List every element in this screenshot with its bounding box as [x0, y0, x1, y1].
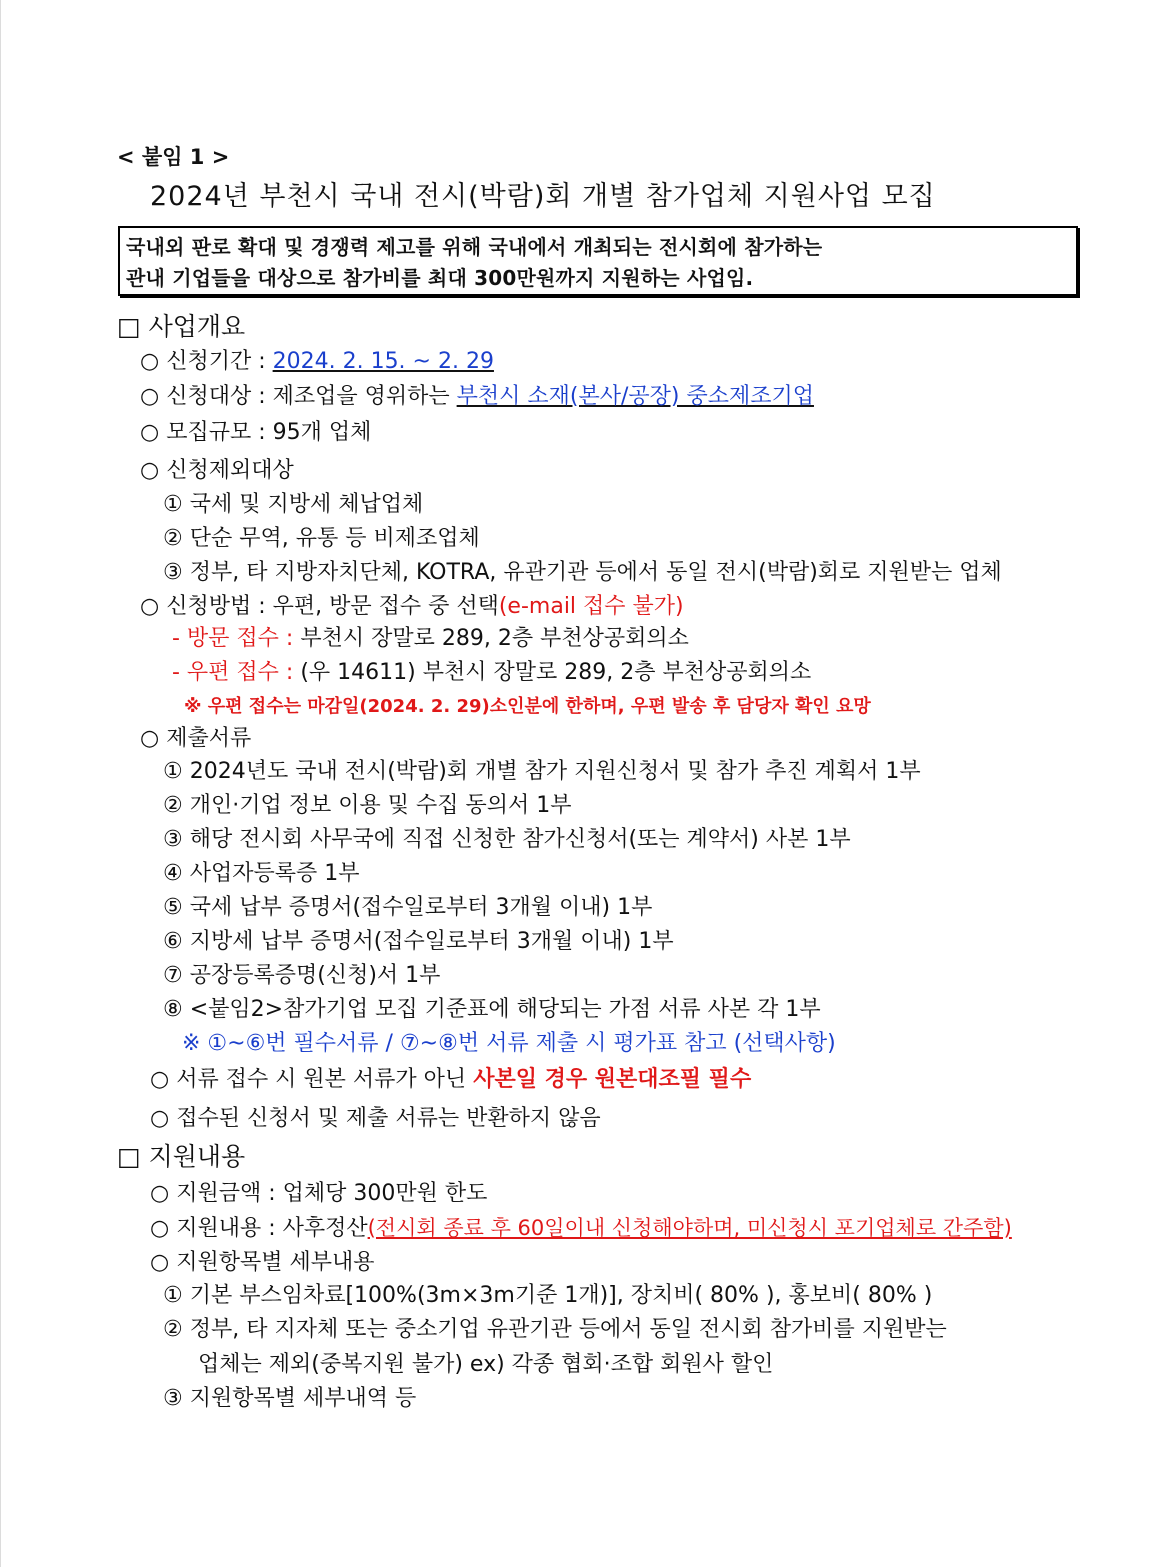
support-content-label: ○ 지원내용 : 사후정산	[150, 1216, 368, 1241]
application-target-value: 부천시 소재(본사/공장) 중소제조기업	[456, 384, 814, 409]
support-item: ③ 지원항목별 세부내역 등	[163, 1386, 417, 1411]
application-period	[140, 347, 494, 377]
section-heading-support: □ 지원내용	[117, 1142, 246, 1171]
application-target	[140, 382, 814, 412]
document-item: ③ 해당 전시회 사무국에 직접 신청한 참가신청서(또는 계약서) 사본 1부	[163, 827, 851, 852]
document-item: ⑧ <붙임2>참가기업 모집 기준표에 해당되는 가점 서류 사본 각 1부	[163, 997, 821, 1022]
support-amount: ○ 지원금액 : 업체당 300만원 한도	[150, 1181, 488, 1206]
visit-submission	[172, 624, 689, 654]
exclusion-item: ② 단순 무역, 유통 등 비제조업체	[163, 526, 480, 551]
support-content	[150, 1213, 1012, 1244]
application-method-label: ○ 신청방법 : 우편, 방문 접수 중 선택	[140, 594, 499, 619]
application-method-note: (e-mail 접수 불가)	[498, 594, 684, 619]
document-item: ④ 사업자등록증 1부	[163, 861, 360, 886]
document-item: ⑤ 국세 납부 증명서(접수일로부터 3개월 이내) 1부	[163, 895, 653, 920]
no-return-notice: ○ 접수된 신청서 및 제출 서류는 반환하지 않음	[150, 1106, 601, 1131]
support-item: ① 기본 부스임차료[100%(3m×3m기준 1개)], 장치비( 80% ), 홍보비( 80% )	[163, 1283, 933, 1308]
exclusion-item: ③ 정부, 타 지방자치단체, KOTRA, 유관기관 등에서 동일 전시(박람)회로 지원받는 업체	[163, 560, 1002, 585]
documents-heading: ○ 제출서류	[140, 726, 252, 751]
recruit-scale: ○ 모집규모 : 95개 업체	[140, 420, 372, 445]
application-target-label: ○ 신청대상 : 제조업을 영위하는	[140, 384, 457, 409]
visit-submission-address: 부천시 장말로 289, 2층 부천상공회의소	[300, 626, 689, 651]
page-edge	[0, 0, 1, 1567]
mail-submission-label: - 우편 접수 :	[172, 660, 301, 685]
summary-line-2: 관내 기업들을 대상으로 참가비를 최대 300만원까지 지원하는 사업임.	[126, 266, 754, 290]
copy-verification-value: 사본일 경우 원본대조필 필수	[473, 1067, 752, 1092]
summary-line-1: 국내외 판로 확대 및 경쟁력 제고를 위해 국내에서 개최되는 전시회에 참가하는	[126, 235, 823, 259]
document-item: ① 2024년도 국내 전시(박람)회 개별 참가 지원신청서 및 참가 추진 계획서 1부	[163, 759, 921, 784]
page-title: 2024년 부천시 국내 전시(박람)회 개별 참가업체 지원사업 모집	[150, 181, 936, 212]
documents-note: ※ ①~⑥번 필수서류 / ⑦~⑧번 서류 제출 시 평가표 참고 (선택사항)	[182, 1031, 836, 1056]
support-item: ② 정부, 타 지자체 또는 중소기업 유관기관 등에서 동일 전시회 참가비를 지원받는	[163, 1317, 947, 1342]
exclusion-heading: ○ 신청제외대상	[140, 458, 294, 483]
mail-submission	[172, 658, 811, 688]
application-period-value: 2024. 2. 15. ~ 2. 29	[272, 349, 494, 374]
copy-verification-label: ○ 서류 접수 시 원본 서류가 아닌	[150, 1067, 474, 1092]
support-items-heading: ○ 지원항목별 세부내용	[150, 1250, 375, 1275]
copy-verification	[150, 1065, 751, 1095]
application-period-label: ○ 신청기간 :	[140, 349, 273, 374]
mail-submission-note: ※ 우편 접수는 마감일(2024. 2. 29)소인분에 한하며, 우편 발송 후 담당자 확인 요망	[184, 696, 871, 717]
attachment-label: < 붙임 1 >	[117, 145, 230, 169]
summary-box	[118, 226, 1078, 296]
section-heading-overview: □ 사업개요	[117, 312, 246, 341]
support-content-note: (전시회 종료 후 60일이내 신청해야하며, 미신청시 포기업체로 간주함)	[367, 1216, 1012, 1240]
support-item-continuation: 업체는 제외(중복지원 불가) ex) 각종 협회·조합 회원사 할인	[198, 1352, 774, 1377]
document-item: ⑥ 지방세 납부 증명서(접수일로부터 3개월 이내) 1부	[163, 929, 674, 954]
exclusion-item: ① 국세 및 지방세 체납업체	[163, 492, 424, 517]
visit-submission-label: - 방문 접수 :	[172, 626, 301, 651]
mail-submission-address: (우 14611) 부천시 장말로 289, 2층 부천상공회의소	[300, 660, 812, 685]
document-item: ⑦ 공장등록증명(신청)서 1부	[163, 963, 441, 988]
application-method	[140, 592, 684, 622]
document-item: ② 개인·기업 정보 이용 및 수집 동의서 1부	[163, 793, 572, 818]
